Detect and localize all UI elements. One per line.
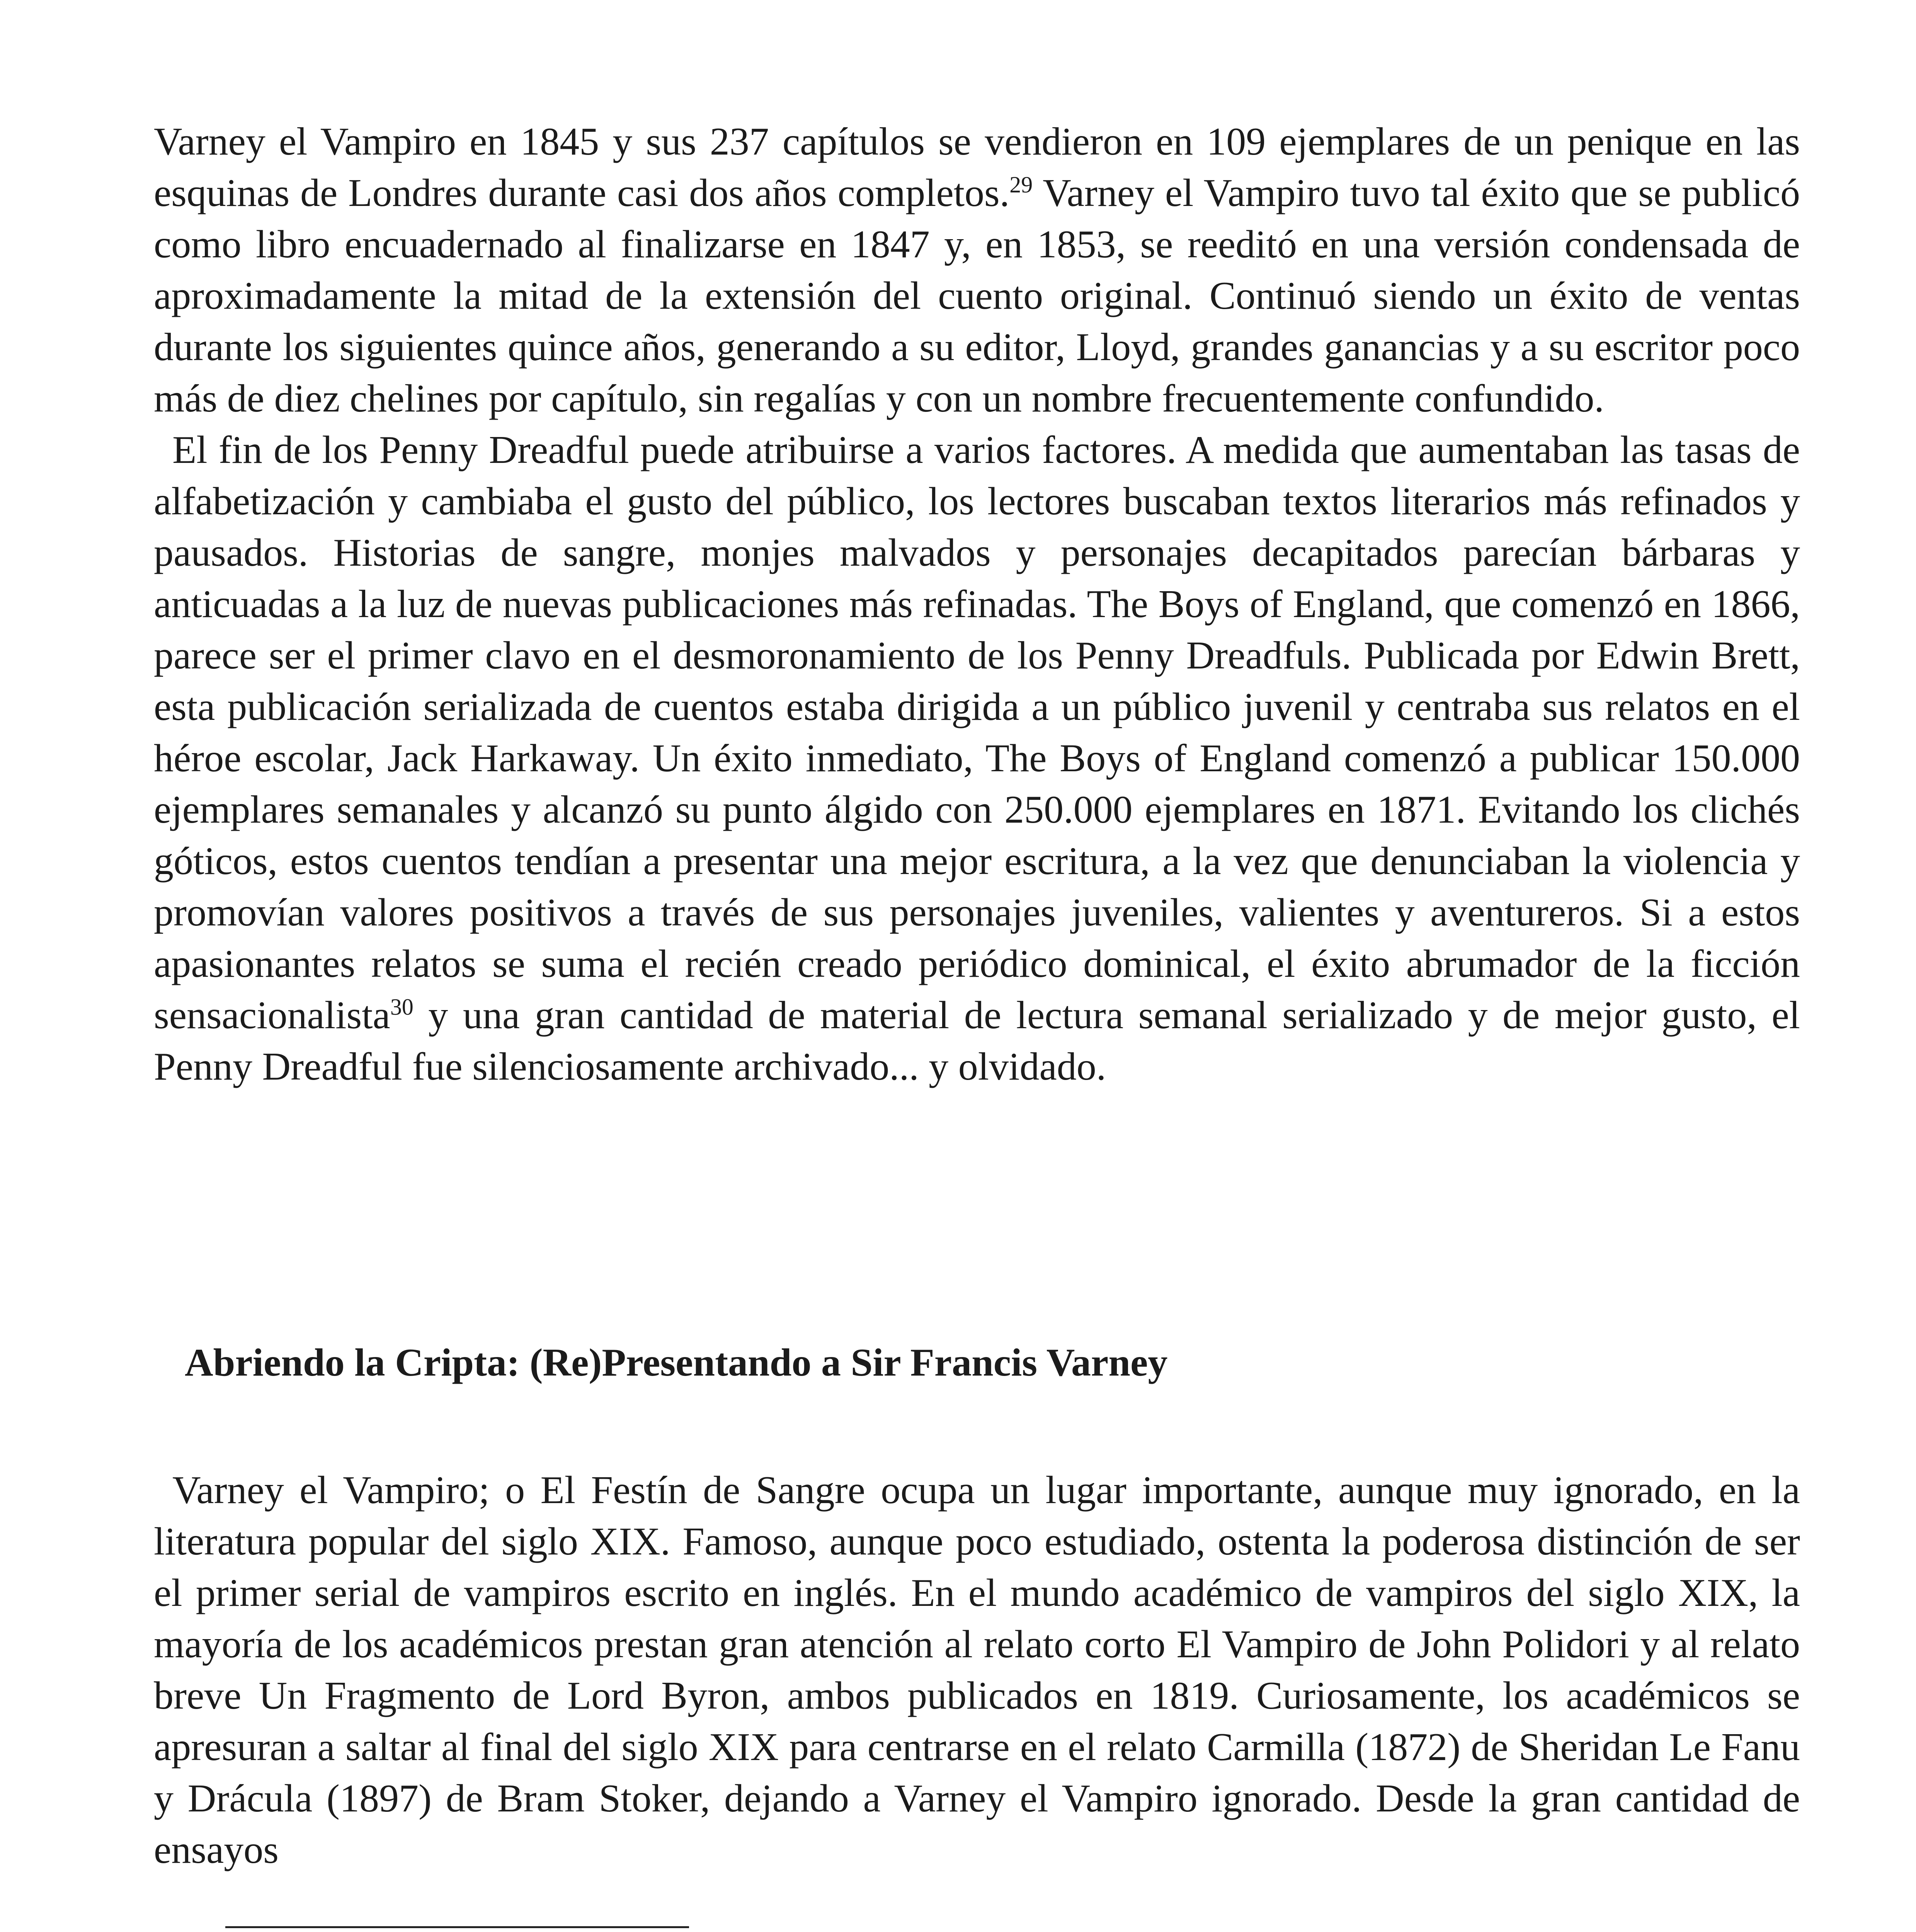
footnote-ref-30[interactable]: 30 bbox=[390, 994, 413, 1020]
paragraph-text: El fin de los Penny Dreadful puede atribuirse a varios factores. A medida que aumentaban las tasas de alfabetización y cambiaba el gusto del público, los lectores buscaban textos literarios más refinados y pausados. Historias de sangre, monjes malvados y personajes decapitados parecían bárbaras y anticuadas a la luz de nuevas publicaciones más refinadas. The Boys of England, que comenzó en 1866, parece ser el primer clavo en el desmoronamiento de los Penny Dreadfuls. Publicada por Edwin Brett, esta publicación serializada de cuentos estaba dirigida a un público juvenil y centraba sus relatos en el héroe escolar, Jack Harkaway. Un éxito inmediato, The Boys of England comenzó a publicar 150.000 ejemplares semanales y alcanzó su punto álgido con 250.000 ejemplares en 1871. Evitando los clichés góticos, estos cuentos tendían a presentar una mejor escritura, a la vez que denunciaban la violencia y promovían valores positivos a través de sus personajes juveniles, valientes y aventureros. Si a estos apasionantes relatos se suma el recién creado periódico dominical, el éxito abrumador de la ficción sensacionalista bbox=[154, 428, 1800, 1037]
paragraph-varney-sales bbox=[154, 116, 1800, 424]
footnote-divider bbox=[225, 1926, 689, 1928]
paragraph-text: Varney el Vampiro tuvo tal éxito que se publicó como libro encuadernado al finalizarse en 1847 y, en 1853, se reeditó en una versión condensada de aproximadamente la mitad de la extensión del cuento original. Continuó siendo un éxito de ventas durante los siguientes quince años, generando a su editor, Lloyd, grandes ganancias y a su escritor poco más de diez chelines por capítulo, sin regalías y con un nombre frecuentemente confundido. bbox=[154, 171, 1800, 420]
section-heading: Abriendo la Cripta: (Re)Presentando a Sir Francis Varney bbox=[185, 1341, 1168, 1384]
body-text-top bbox=[154, 116, 1800, 1092]
paragraph-varney-intro: Varney el Vampiro; o El Festín de Sangre ocupa un lugar importante, aunque muy ignorado, en la literatura popular del siglo XIX. Famoso, aunque poco estudiado, ostenta la poderosa distinción de ser el primer serial de vampiros escrito en inglés. En el mundo académico de vampiros del siglo XIX, la mayoría de los académicos prestan gran atención al relato corto El Vampiro de John Polidori y al relato breve Un Fragmento de Lord Byron, ambos publicados en 1819. Curiosamente, los académicos se apresuran a saltar al final del siglo XIX para centrarse en el relato Carmilla (1872) de Sheridan Le Fanu y Drácula (1897) de Bram Stoker, dejando a Varney el Vampiro ignorado. Desde la gran cantidad de ensayos bbox=[154, 1468, 1800, 1872]
paragraph-text: Varney el Vampiro en 1845 y sus 237 capítulos se vendieron en 109 ejemplares de un penique en las esquinas de Londres durante casi dos años completos. bbox=[154, 120, 1800, 215]
body-text-section bbox=[154, 1464, 1800, 1876]
paragraph-text: y una gran cantidad de material de lectura semanal serializado y de mejor gusto, el Penny Dreadful fue silenciosamente archivado... y olvidado. bbox=[154, 993, 1800, 1088]
footnote-ref-29[interactable]: 29 bbox=[1009, 172, 1033, 197]
section-heading-block bbox=[154, 1337, 1800, 1388]
paragraph-penny-dreadful-end bbox=[154, 424, 1800, 1092]
